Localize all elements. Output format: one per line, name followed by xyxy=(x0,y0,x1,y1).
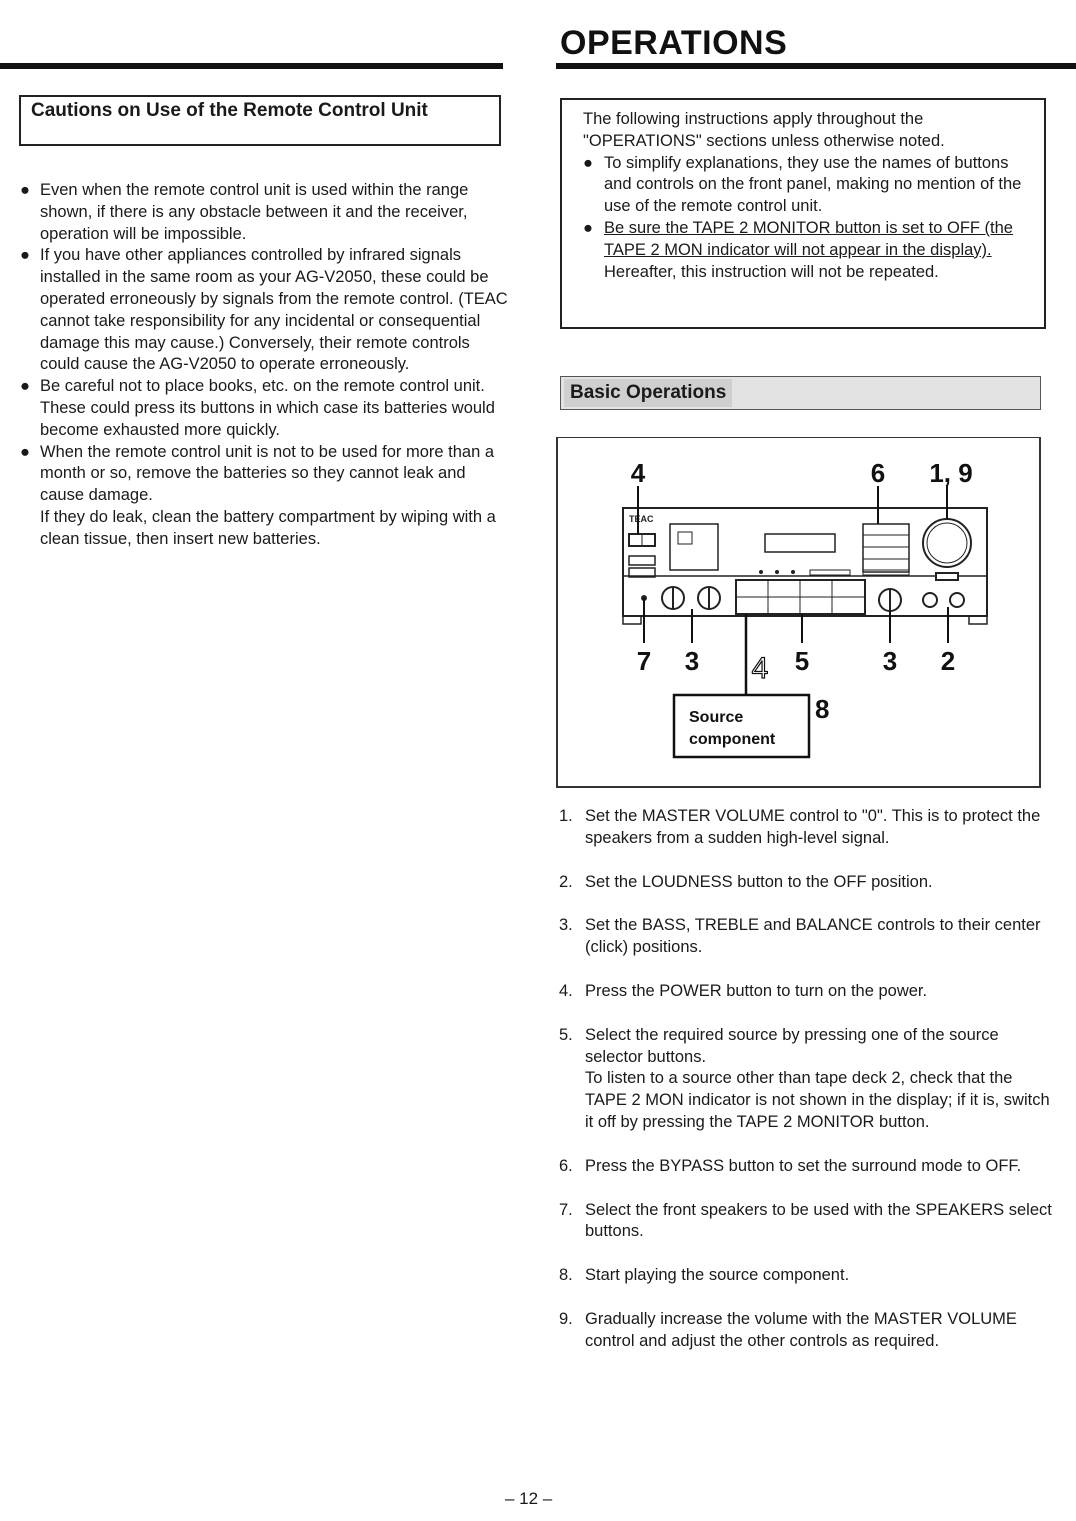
basic-operations-heading-bar xyxy=(560,376,1041,410)
bullet-icon: ● xyxy=(583,218,593,237)
label-5: 5 xyxy=(794,646,810,676)
step-item: 1. Set the MASTER VOLUME control to "0". This is to protect the speakers from a sudden high-level signal. xyxy=(559,807,1041,847)
cautions-heading-box xyxy=(19,95,501,146)
step-extra: To listen to a source other than tape deck 2, check that the TAPE 2 MON indicator is not shown in the display; if it is, switch it off by pressing the TAPE 2 MONITOR button. xyxy=(585,1069,1050,1131)
note-bullet: ● To simplify explanations, they use the names of buttons and controls on the front panel, making no mention of the use of the remote control unit. xyxy=(583,153,1022,216)
caution-item: ● Be careful not to place books, etc. on the remote control unit. These could press its buttons in which case its batteries would become exhausted more quickly. xyxy=(20,377,495,439)
general-note-box xyxy=(560,98,1046,329)
tone-button xyxy=(950,593,964,607)
source-component-label-line: component xyxy=(689,731,776,748)
right-header-rule xyxy=(556,63,1076,69)
operation-steps xyxy=(556,806,1056,1353)
indicator-window xyxy=(765,534,835,552)
master-volume-knob xyxy=(923,519,971,567)
step-item: 2. Set the LOUDNESS button to the OFF position. xyxy=(559,872,933,891)
bullet-icon: ● xyxy=(20,246,30,265)
caution-item: ● Even when the remote control unit is used within the range shown, if there is any obstacle between it and the receiver, operation will be impossible. xyxy=(20,181,469,243)
cautions-list xyxy=(18,180,510,551)
indicator-dot xyxy=(759,570,763,574)
bullet-icon: ● xyxy=(20,377,30,396)
tape-monitor-buttons xyxy=(810,570,850,575)
step-item: 9. Gradually increase the volume with the MASTER VOLUME control and adjust the other controls as required. xyxy=(559,1309,1017,1350)
note-bullet: ● Be sure the TAPE 2 MONITOR button is set to OFF (the TAPE 2 MON indicator will not appear in the display). Hereafter, this instruction will not be repeated. xyxy=(583,218,1013,281)
caution-item: ● If you have other appliances controlled by infrared signals installed in the same room as your AG-V2050, these could be operated erroneously by signals from the remote control. (TEAC cannot take responsibility for any incidental or consequential damage this may cause.) Conversely, their remote controls could cause the AG-V2050 to operate erroneously. xyxy=(20,246,508,374)
label-1-9: 1, 9 xyxy=(929,458,973,488)
label-2: 2 xyxy=(940,646,956,676)
speakers-a-button xyxy=(629,556,655,565)
bullet-icon: ● xyxy=(20,442,30,461)
step-item: 6. Press the BYPASS button to set the surround mode to OFF. xyxy=(559,1156,1022,1175)
front-panel-illustration xyxy=(558,438,1043,789)
step-item: 5. Select the required source by pressing one of the source selector buttons. To listen to a source other than tape deck 2, check that the TAPE 2 MON indicator is not shown in the display; if it is, switch it off by pressing the TAPE 2 MONITOR button. xyxy=(559,1025,1050,1131)
bullet-icon: ● xyxy=(583,153,593,172)
caution-item: ● When the remote control unit is not to be used for more than a month or so, remove the batteries so they cannot leak and cause damage. If they do leak, clean the battery compartment by wiping with a clean tissue, then insert new batteries. xyxy=(20,442,496,548)
brand-logo: TEAC xyxy=(629,514,654,524)
indicator-dot xyxy=(775,570,779,574)
label-3: 3 xyxy=(882,646,898,676)
left-header-rule xyxy=(0,63,503,69)
label-4: 4 xyxy=(630,458,646,488)
page-title: OPERATIONS xyxy=(560,24,788,62)
note-bullet-extra: Hereafter, this instruction will not be repeated. xyxy=(604,262,939,281)
note-intro: The following instructions apply throughout the "OPERATIONS" sections unless otherwise noted. xyxy=(583,110,945,150)
master-volume-ring xyxy=(927,523,967,563)
caution-item-extra: If they do leak, clean the battery compartment by wiping with a clean tissue, then insert new batteries. xyxy=(40,507,496,548)
bypass-button xyxy=(936,573,958,580)
label-6: 6 xyxy=(870,458,886,488)
cautions-heading: Cautions on Use of the Remote Control Unit xyxy=(31,100,428,121)
label-7: 7 xyxy=(636,646,652,676)
display-icon xyxy=(678,532,692,544)
step-item: 8. Start playing the source component. xyxy=(559,1266,850,1285)
indicator-dot xyxy=(791,570,795,574)
left-foot xyxy=(623,616,641,624)
label-3: 3 xyxy=(684,646,700,676)
basic-operations-heading: Basic Operations xyxy=(564,379,732,407)
surround-button-block xyxy=(863,524,909,572)
label-8: 8 xyxy=(815,694,830,724)
bullet-icon: ● xyxy=(20,181,30,199)
display-window xyxy=(670,524,718,570)
front-panel-diagram xyxy=(556,437,1041,788)
page-number: – 12 – xyxy=(505,1489,553,1508)
right-foot xyxy=(969,616,987,624)
step-item: 7. Select the front speakers to be used with the SPEAKERS select buttons. xyxy=(559,1200,1052,1241)
loudness-button xyxy=(923,593,937,607)
step-item: 3. Set the BASS, TREBLE and BALANCE controls to their center (click) positions. xyxy=(559,916,1041,957)
label-4-outline: 4 xyxy=(751,652,769,685)
step-item: 4. Press the POWER button to turn on the power. xyxy=(559,981,928,1000)
source-component-label-line: Source xyxy=(689,709,744,726)
